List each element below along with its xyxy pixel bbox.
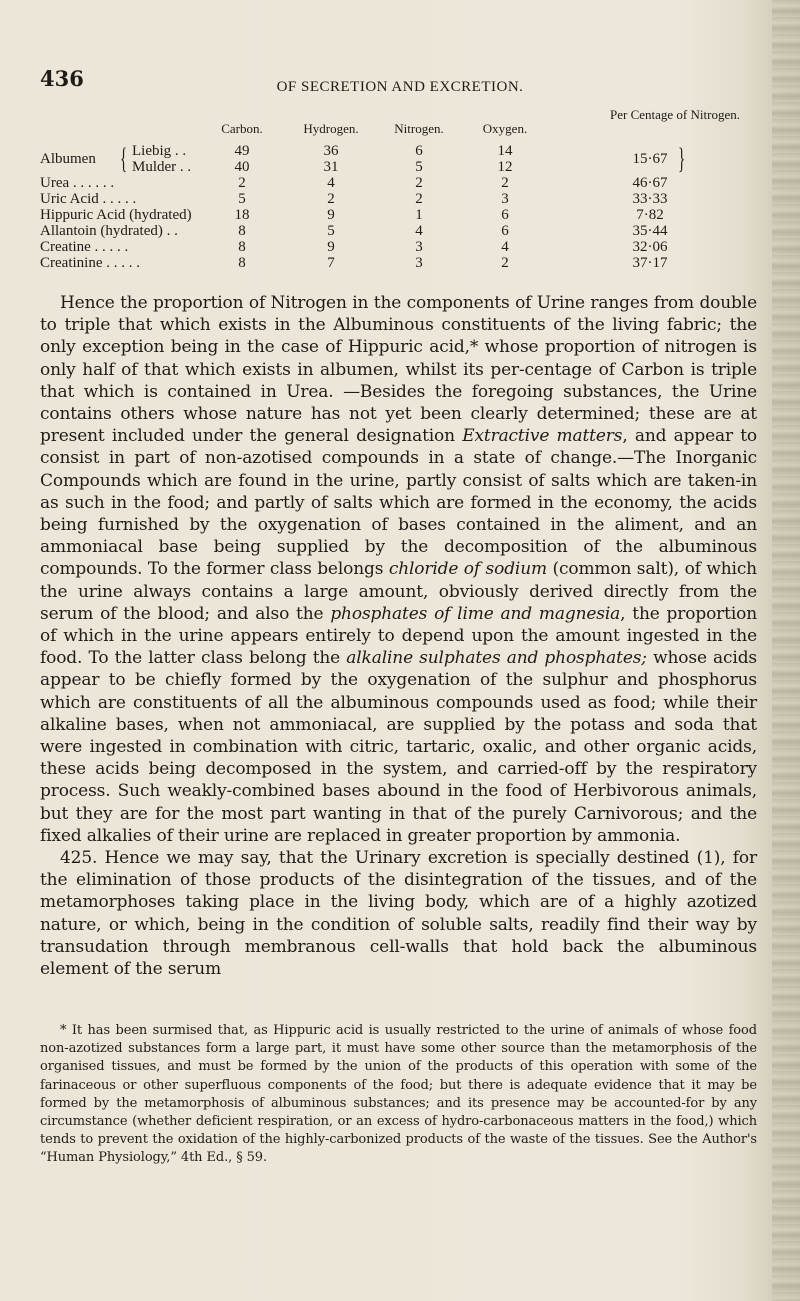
row-oxygen: 4 <box>501 239 509 255</box>
text-span: Hence the proportion of Nitrogen in the components of Urine ranges from double to triple that which exists in the Albuminous constituents of the living fabric; the only exception being in the case of Hippuric acid,* whose proportion of nitrogen is only half of that which exists in albumen, whilst its per-centage of Carbon is triple that which is contained in Urea. —Besides the foregoing substances, the Urine contains others whose nature has not yet been clearly determined; these are at present included under the general designation <box>40 293 757 447</box>
table-row <box>40 208 730 224</box>
mulder-nitrogen: 5 <box>415 159 423 175</box>
brace-left: { <box>120 142 128 175</box>
italic-term: phosphates of lime and magnesia <box>330 603 621 624</box>
row-label: Uric Acid . . . . . <box>40 191 137 207</box>
row-per-centage: 46·67 <box>632 175 668 191</box>
table-row-albumen <box>40 144 730 176</box>
row-per-centage: 37·17 <box>632 255 668 271</box>
row-per-centage: 35·44 <box>632 223 668 239</box>
liebig-carbon: 49 <box>234 143 250 159</box>
row-nitrogen: 1 <box>415 207 423 223</box>
row-oxygen: 6 <box>501 223 509 239</box>
text-span: , the proportion of which in the urine appears entirely to depend upon the amount ingested in the food. To the latter class belong the <box>40 603 757 669</box>
liebig-hydrogen: 36 <box>323 143 339 159</box>
row-carbon: 2 <box>238 175 246 191</box>
row-label: Allantoin (hydrated) . . <box>40 223 178 239</box>
row-per-centage: 7·82 <box>636 207 664 223</box>
mulder-oxygen: 12 <box>497 159 513 175</box>
mulder-label: Mulder . . <box>132 159 192 175</box>
row-oxygen: 3 <box>501 191 509 207</box>
header-carbon: Carbon. <box>221 121 263 136</box>
text-span: , and appear to consist in part of non-azotised compounds in a state of change.—The Inorganic Compounds which are found in the urine, partly consist of salts which are taken-in as such in the food; and partly of salts which are formed in the economy, the acids being furnished by the oxygenation of bases contained in the aliment, and an ammoniacal base being supplied by the decomposition of the albuminous compounds. To the former class belongs <box>40 426 758 580</box>
row-label: Urea . . . . . . <box>40 175 115 191</box>
row-carbon: 8 <box>238 255 246 271</box>
brace-right: } <box>678 142 686 175</box>
paragraph: 425. Hence we may say, that the Urinary excretion is specially destined (1), for the elimination of those products of the disintegration of the tissues, and of the metamorphoses taking place in the living body, which are of a highly azotized nature, or which, being in the condition of soluble salts, readily find their way by transudation through membranous cell-walls that hold back the albuminous element of the serum <box>40 848 757 980</box>
liebig-label: Liebig . . <box>132 143 187 159</box>
row-label: Creatinine . . . . . <box>40 255 140 271</box>
mulder-hydrogen: 31 <box>323 159 339 175</box>
text-span: whose acids appear to be chiefly formed by the oxygenation of the sulphur and phosphorus which are constituents of all the albuminous compounds used as food; while their alkaline bases, when not ammoniacal, are supplied by the potass and soda that were ingested in combination with citric, tartaric, oxalic, and other organic acids, these acids being decomposed in the system, and carried-off by the respiratory process. Such weakly-combined bases abound in the food of Herbivorous animals, but they are for the most part wanting in that of the purely Carnivorous; and the fixed alkalies of their urine are replaced in greater proportion by ammonia. <box>40 648 758 846</box>
page-number: 436 <box>40 66 84 91</box>
albumen-per-centage: 15·67 <box>632 151 668 167</box>
table-row <box>40 176 730 192</box>
row-label: Hippuric Acid (hydrated) <box>40 207 192 223</box>
row-nitrogen: 3 <box>415 255 423 271</box>
italic-term: alkaline sulphates and phosphates; <box>346 648 647 669</box>
row-hydrogen: 2 <box>327 191 335 207</box>
paragraph <box>40 292 757 847</box>
row-nitrogen: 2 <box>415 191 423 207</box>
row-per-centage: 32·06 <box>632 239 668 255</box>
table-row <box>40 224 730 240</box>
row-carbon: 5 <box>238 191 246 207</box>
row-hydrogen: 4 <box>327 175 335 191</box>
albumen-label: Albumen <box>40 151 96 167</box>
header-hydrogen: Hydrogen. <box>303 121 359 136</box>
row-nitrogen: 2 <box>415 175 423 191</box>
liebig-oxygen: 14 <box>497 143 513 159</box>
liebig-nitrogen: 6 <box>415 143 423 159</box>
table-body <box>40 176 730 272</box>
composition-table <box>40 107 740 272</box>
italic-term: chloride of sodium <box>388 559 547 580</box>
header-per-centage: Per Centage of Nitrogen. <box>610 107 740 122</box>
row-nitrogen: 4 <box>415 223 423 239</box>
header-oxygen: Oxygen. <box>482 121 528 136</box>
row-carbon: 8 <box>238 223 246 239</box>
footnote-text: * It has been surmised that, as Hippuric acid is usually restricted to the urine of animals of whose food non-azotized substances form a large part, it must have some other source than the metamorphosis of the organised tissues, and must be formed by the union of the products of this operation with some of the farinaceous or other superfluous components of the food; but there is adequate evidence that it may be formed by the metamorphosis of albuminous substances; and its presence may be accounted-for by any circumstance (whether deficient respiration, or an excess of hydro-carbonaceous matters in the food,) which tends to prevent the oxidation of the highly-carbonized products of the waste of the tissues. See the Author's “Human Physiology,” 4th Ed., § 59. <box>40 1023 757 1166</box>
table-row <box>40 192 730 208</box>
mulder-carbon: 40 <box>234 159 250 175</box>
table-header <box>40 107 740 144</box>
row-nitrogen: 3 <box>415 239 423 255</box>
running-head: OF SECRETION AND EXCRETION. <box>276 79 524 95</box>
row-per-centage: 33·33 <box>632 191 668 207</box>
header-nitrogen: Nitrogen. <box>394 121 444 136</box>
row-oxygen: 2 <box>501 175 509 191</box>
row-carbon: 8 <box>238 239 246 255</box>
row-oxygen: 2 <box>501 255 509 271</box>
row-label: Creatine . . . . . <box>40 239 129 255</box>
footnote <box>40 1022 757 1168</box>
row-hydrogen: 9 <box>327 207 335 223</box>
row-hydrogen: 5 <box>327 223 335 239</box>
table-row <box>40 240 730 256</box>
row-carbon: 18 <box>234 207 250 223</box>
row-oxygen: 6 <box>501 207 509 223</box>
italic-term: Extractive matters <box>462 426 623 447</box>
text-span: (common salt), of which the urine always contains a large amount, obviously derived directly from the serum of the blood; and also the <box>40 559 757 624</box>
row-hydrogen: 7 <box>327 255 335 271</box>
table-row <box>40 256 730 272</box>
body-text <box>40 292 757 980</box>
row-hydrogen: 9 <box>327 239 335 255</box>
page-edge <box>772 0 800 1301</box>
